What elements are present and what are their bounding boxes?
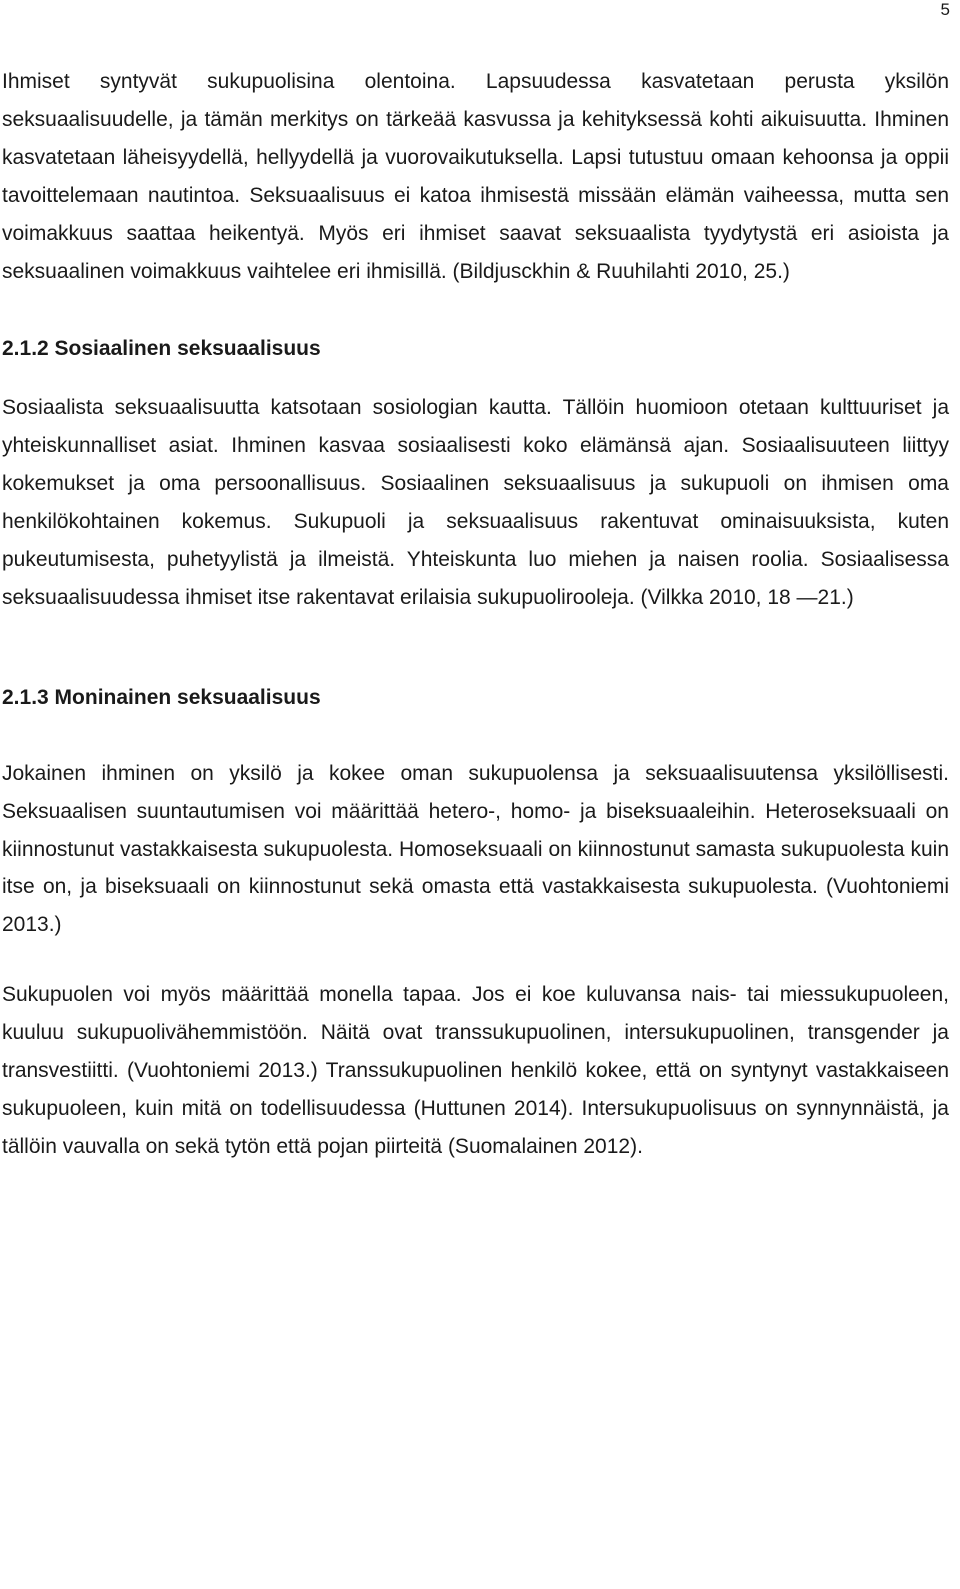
paragraph-childhood-sexuality: Ihmiset syntyvät sukupuolisina olentoina. Lapsuudessa kasvatetaan perusta yksilön seksuaalisuudelle, ja tämän merkitys on tärkeää kasvussa ja kehityksessä kohti aikuisuutta. Ihminen kasvatetaan läheisyydellä, hellyydellä ja vuorovaikutuksella. Lapsi tutustuu omaan kehoonsa ja oppii tavoittelemaan nautintoa. Seksuaalisuus ei katoa ihmisestä missään elämän vaiheessa, mutta sen voimakkuus saattaa heikentyä. Myös eri ihmiset saavat seksuaalista tyydytystä eri asioista ja seksuaalinen voimakkuus vaihtelee eri ihmisillä. (Bildjusckhin & Ruuhilahti 2010, 25.) [2, 70, 949, 283]
heading-social-sexuality: 2.1.2 Sosiaalinen seksuaalisuus [2, 337, 321, 361]
paragraph-gender-minorities: Sukupuolen voi myös määrittää monella tapaa. Jos ei koe kuluvansa nais- tai miessukupuoleen, kuuluu sukupuolivähemmistöön. Näitä ovat transsukupuolinen, intersukupuolinen, transgender ja transvestiitti. (Vuohtoniemi 2013.) Transsukupuolinen henkilö kokee, että on syntynyt vastakkaiseen sukupuoleen, kuin mitä on todellisuudessa (Huttunen 2014). Intersukupuolisuus on synnynnäistä, ja tällöin vauvalla on sekä tytön että pojan piirteitä (Suomalainen 2012). [2, 983, 949, 1158]
document-body [2, 63, 949, 1166]
page-number: 5 [940, 0, 950, 19]
heading-diverse-sexuality: 2.1.3 Moninainen seksuaalisuus [2, 685, 321, 709]
paragraph-social-sexuality: Sosiaalista seksuaalisuutta katsotaan sosiologian kautta. Tällöin huomioon otetaan kulttuuriset ja yhteiskunnalliset asiat. Ihminen kasvaa sosiaalisesti koko elämänsä ajan. Sosiaalisuuteen liittyy kokemukset ja oma persoonallisuus. Sosiaalinen seksuaalisuus ja sukupuoli on ihmisen oma henkilökohtainen kokemus. Sukupuoli ja seksuaalisuus rakentuvat ominaisuuksista, kuten pukeutumisesta, puhetyylistä ja ilmeistä. Yhteiskunta luo miehen ja naisen roolia. Sosiaalisessa seksuaalisuudessa ihmiset itse rakentavat erilaisia sukupuolirooleja. (Vilkka 2010, 18 —21.) [2, 396, 949, 609]
paragraph-sexual-orientation: Jokainen ihminen on yksilö ja kokee oman sukupuolensa ja seksuaalisuutensa yksilöllisesti. Seksuaalisen suuntautumisen voi määrittää hetero-, homo- ja biseksuaaleihin. Heteroseksuaali on kiinnostunut vastakkaisesta sukupuolesta. Homoseksuaali on kiinnostunut samasta sukupuolesta kuin itse on, ja biseksuaali on kiinnostunut sekä omasta että vastakkaisesta sukupuolesta. (Vuohtoniemi 2013.) [2, 761, 949, 937]
